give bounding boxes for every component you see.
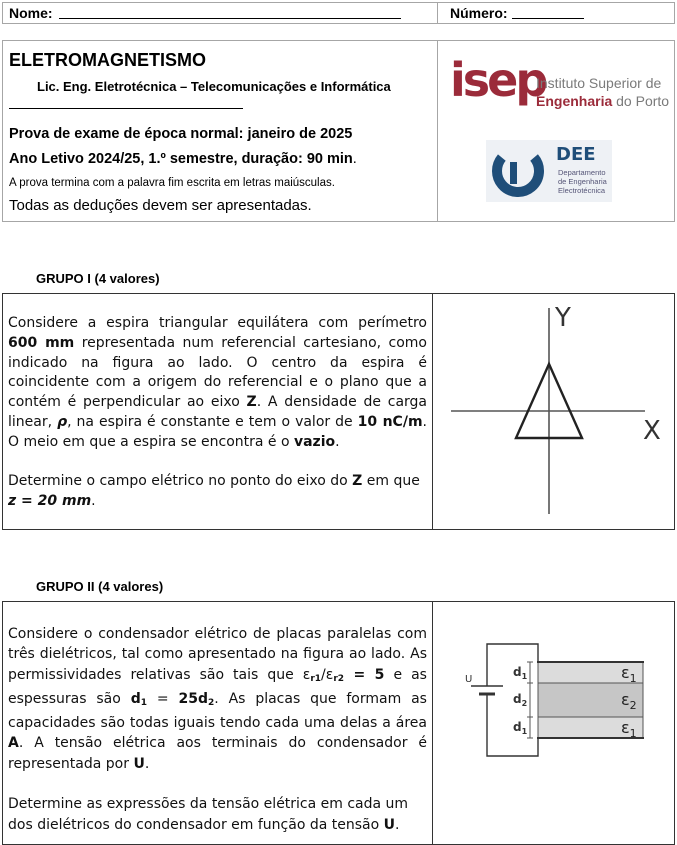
y-axis-label: Y [555, 303, 571, 333]
source-voltage-label: U [465, 674, 473, 685]
academic-year [9, 151, 357, 167]
group1-paragraph2 [8, 472, 427, 512]
name-field[interactable] [59, 18, 401, 19]
g2-text: Considere o condensador elétrico de placas paralelas com três dielétricos, tal como apresentado na figura ao lado. As permissividades relativas são tais que [8, 626, 427, 683]
dee-ring-icon [488, 142, 548, 200]
dee-line1: Departamento [558, 168, 606, 177]
isep-name-bold: Engenharia [536, 93, 613, 109]
g1-text: . [91, 493, 96, 510]
eps1-bottom-label: $\varepsilon_1$ [621, 718, 637, 740]
group2-figure-box [432, 601, 675, 845]
group1-spacer [8, 453, 427, 473]
g1-text: . O meio em que a espira se encontra é o [8, 413, 427, 450]
group1-paragraph1 [8, 314, 427, 453]
isep-wordmark: isep [450, 53, 546, 107]
number-row [437, 2, 675, 24]
eps1-top-label: $\varepsilon_1$ [621, 663, 637, 685]
g2-d2: 25d [178, 690, 208, 707]
triangle-loop-figure [433, 294, 673, 528]
course-name: Lic. Eng. Eletrotécnica – Telecomunicações e Informática [37, 79, 391, 94]
exam-end-note: A prova termina com a palavra fim escrita em letras maiúsculas. [9, 177, 335, 189]
g1-text: Determine o campo elétrico no ponto do eixo do [8, 473, 353, 490]
academic-year-end: . [352, 151, 357, 167]
exam-title: Prova de exame de época normal: janeiro de 2025 [9, 126, 353, 142]
g1-perimeter: 600 mm [8, 334, 75, 351]
d1-top-label: $d_1$ [513, 665, 528, 681]
group2-heading: GRUPO II (4 valores) [36, 579, 164, 594]
header-info-box [2, 40, 438, 222]
g2-eps: ε [325, 666, 334, 683]
dee-logo [486, 140, 612, 202]
g1-charge-density: 10 nC/m [357, 413, 423, 430]
group2-question [8, 624, 427, 835]
g2-text: . [395, 816, 400, 833]
header-divider [9, 108, 243, 109]
g2-d1: d [130, 690, 141, 707]
g2-text: e as espessuras são [8, 666, 427, 707]
group2-text-box [2, 601, 433, 845]
g2-text: . A tensão elétrica aos terminais do condensador é representada por [8, 735, 427, 772]
g2-text: . [144, 755, 150, 772]
group2-spacer [8, 774, 427, 794]
g1-medium: vazio [293, 433, 336, 450]
g1-rho-symbol: ρ [57, 413, 68, 430]
isep-name-line2 [536, 93, 669, 109]
g1-text: , na espira é constante e tem o valor de [67, 413, 358, 430]
dee-line2: de Engenharia [558, 177, 607, 186]
g1-text: representada num referencial cartesiano, como indicado na figura ao lado. O centro da espira é coincidente com a origem do referencial e o plano que a contém é perpendicular ao eixo [8, 334, 427, 411]
g2-text: / [321, 666, 326, 683]
dee-wordmark: DEE [556, 144, 596, 165]
g2-voltage: U [133, 755, 145, 772]
academic-year-text: Ano Letivo 2024/25, 1.º semestre, duração: 90 min [9, 151, 353, 167]
isep-name-line1: Instituto Superior de [536, 75, 662, 91]
g2-eps: ε [302, 666, 311, 683]
g2-sub: r1 [310, 673, 322, 684]
g1-text: . [335, 433, 340, 450]
eps2-label: $\varepsilon_2$ [621, 690, 637, 712]
dee-line3: Electrotécnica [558, 186, 606, 195]
g2-text: . As placas que formam as capacidades são todas iguais tendo cada uma delas a área [8, 690, 427, 732]
group1-text-box [2, 293, 433, 530]
g2-voltage2: U [383, 816, 395, 833]
deductions-note: Todas as deduções devem ser apresentadas. [9, 197, 312, 214]
group2-paragraph1 [8, 624, 427, 774]
g1-axis-z2: Z [352, 473, 363, 490]
g2-text: = [146, 690, 179, 707]
course-title: ELETROMAGNETISMO [9, 50, 206, 70]
g2-ratio: = 5 [344, 666, 385, 683]
number-label: Número: [450, 5, 508, 21]
g2-sub: 2 [207, 697, 215, 708]
g2-sub: 1 [140, 697, 147, 708]
g1-text: . A densidade de carga linear, [8, 394, 427, 430]
header-logo-box [437, 40, 675, 222]
group1-figure-box [432, 293, 675, 530]
d2-label: $d_2$ [513, 692, 528, 708]
number-field[interactable] [512, 18, 584, 19]
d1-bottom-label: $d_1$ [513, 720, 528, 736]
group1-question [8, 314, 427, 512]
g1-text: em que [362, 473, 420, 490]
x-axis-label: X [643, 416, 661, 446]
g2-sub: r2 [333, 673, 345, 684]
isep-name-rest: do Porto [612, 93, 670, 109]
isep-logo [450, 53, 670, 123]
group2-paragraph2 [8, 794, 427, 835]
name-row [2, 2, 438, 24]
g1-point: z = 20 mm [8, 493, 92, 510]
group1-heading: GRUPO I (4 valores) [36, 271, 160, 286]
g1-axis-z: Z [246, 394, 257, 411]
name-label: Nome: [9, 5, 53, 21]
g2-text: Determine as expressões da tensão elétrica em cada um dos dielétricos do condensador em função da tensão [8, 796, 409, 833]
capacitor-figure [433, 602, 673, 842]
g1-text: Considere a espira triangular equilátera com perímetro [8, 315, 427, 331]
g2-area: A [8, 735, 19, 752]
